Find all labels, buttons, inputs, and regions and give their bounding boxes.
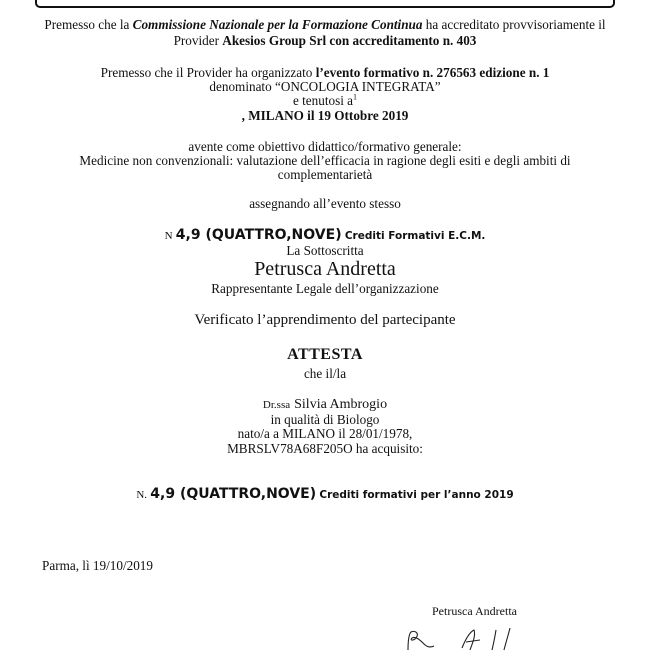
handwritten-signature bbox=[400, 626, 530, 652]
signer-role: Rappresentante Legale dell’organizzazione bbox=[211, 281, 439, 296]
participant-name: Silvia Ambrogio bbox=[294, 397, 388, 412]
undersigned-label: La Sottoscritta bbox=[286, 243, 364, 258]
intro-text-suffix: ha accreditato provvisoriamente il bbox=[422, 17, 606, 32]
footnote-mark: 1 bbox=[353, 92, 358, 102]
signature-name: Petrusca Andretta bbox=[432, 604, 517, 618]
header-frame bbox=[35, 0, 615, 8]
provider-name: Akesios Group Srl con accreditamento n. 403 bbox=[222, 33, 477, 48]
event-credits bbox=[0, 227, 650, 243]
verification-text: Verificato l’apprendimento del partecipante bbox=[194, 312, 456, 328]
objective-line-2: complementarietà bbox=[277, 167, 373, 182]
event-intro: Premesso che il Provider ha organizzato bbox=[100, 65, 316, 80]
credits-n-label: N bbox=[164, 230, 173, 242]
year-credits bbox=[0, 486, 650, 502]
objective-line-1: Medicine non convenzionali: valutazione dell’efficacia in ragione degli esiti e degli ambiti di bbox=[79, 153, 571, 168]
event-title: denominato “ONCOLOGIA INTEGRATA” bbox=[209, 79, 441, 94]
participant-title: Dr.ssa bbox=[262, 399, 291, 411]
event-held-text: e tenutosi a bbox=[292, 93, 354, 108]
event-place-date: , MILANO il 19 Ottobre 2019 bbox=[241, 108, 409, 123]
year-credits-n-label: N. bbox=[136, 489, 148, 501]
signer-name: Petrusca Andretta bbox=[254, 258, 396, 280]
intro-line-2 bbox=[0, 33, 650, 48]
participant-birth: nato/a a MILANO il 28/01/1978, bbox=[237, 426, 413, 441]
attesta-heading: ATTESTA bbox=[287, 346, 363, 363]
participant-name-line bbox=[0, 395, 650, 413]
assign-text: assegnando all’evento stesso bbox=[249, 196, 401, 211]
credits-value: 4,9 (QUATTRO,NOVE) bbox=[175, 227, 342, 243]
place-date: Parma, lì 19/10/2019 bbox=[42, 558, 153, 573]
event-line-1 bbox=[0, 65, 650, 80]
provider-label: Provider bbox=[173, 33, 223, 48]
che-il-la: che il/la bbox=[303, 366, 347, 381]
objective-intro: avente come obiettivo didattico/formativo generale: bbox=[188, 139, 462, 154]
intro-line-1 bbox=[0, 17, 650, 32]
year-credits-suffix: Crediti formativi per l’anno 2019 bbox=[319, 489, 514, 501]
commission-name: Commissione Nazionale per la Formazione Continua bbox=[132, 17, 423, 32]
credits-suffix: Crediti Formativi E.C.M. bbox=[344, 230, 486, 242]
intro-text: Premesso che la bbox=[44, 17, 133, 32]
event-held bbox=[0, 93, 650, 108]
year-credits-value: 4,9 (QUATTRO,NOVE) bbox=[150, 486, 317, 502]
event-code: l’evento formativo n. 276563 edizione n. 1 bbox=[315, 65, 550, 80]
participant-fiscal-code: MBRSLV78A68F205O ha acquisito: bbox=[227, 441, 423, 456]
participant-quality: in qualità di Biologo bbox=[270, 412, 380, 427]
